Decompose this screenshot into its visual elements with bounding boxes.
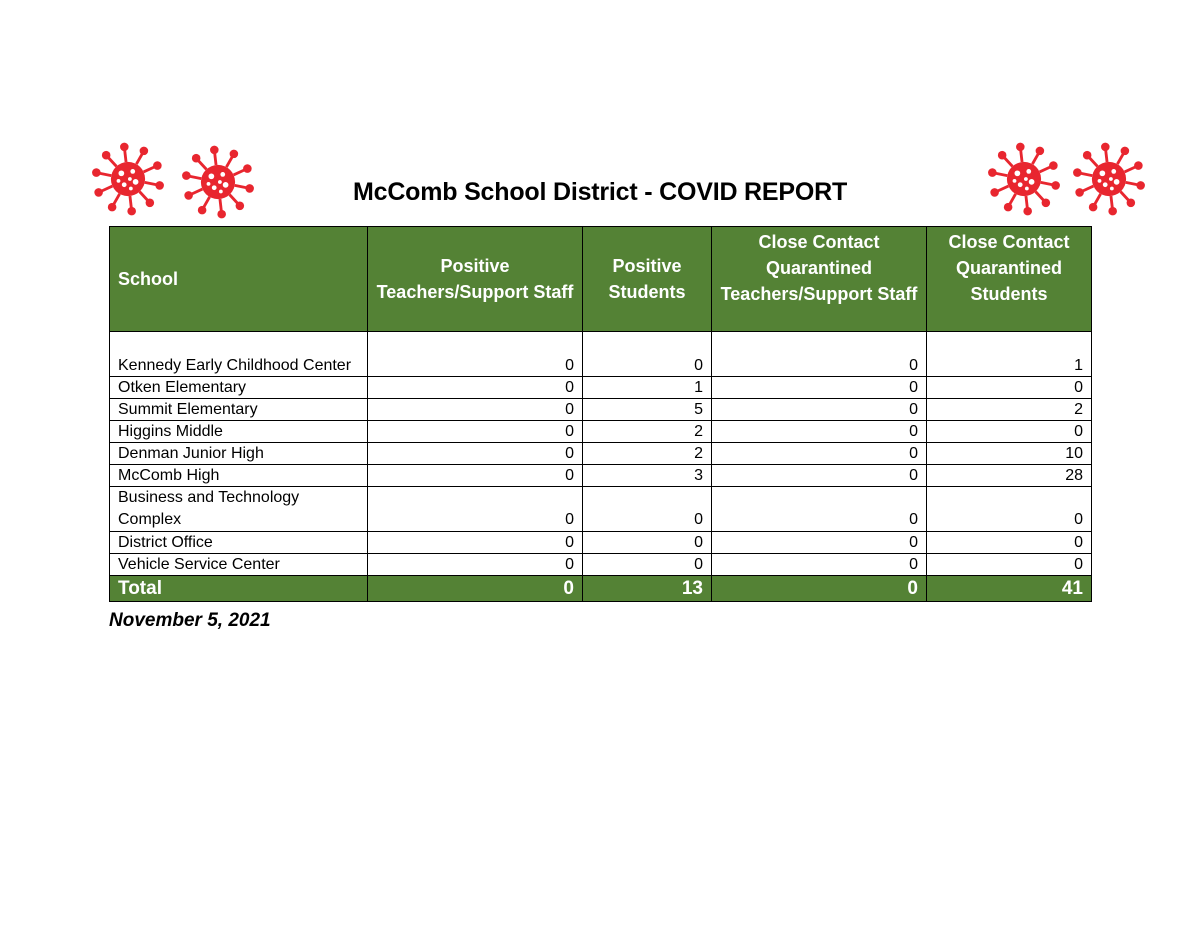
table-row [110, 421, 1092, 443]
quarantined-students-cell: 1 [927, 332, 1092, 377]
school-name-cell: Denman Junior High [110, 443, 368, 465]
positive-staff-cell: 0 [368, 332, 583, 377]
quarantined-staff-cell: 0 [712, 465, 927, 487]
total-positive-students: 13 [583, 576, 712, 602]
header-quarantined-staff: Close Contact Quarantined Teachers/Support Staff [712, 227, 927, 332]
table-row [110, 554, 1092, 576]
quarantined-students-cell: 2 [927, 399, 1092, 421]
header-positive-students: Positive Students [583, 227, 712, 332]
school-name-cell: Vehicle Service Center [110, 554, 368, 576]
header-positive-staff: Positive Teachers/Support Staff [368, 227, 583, 332]
page-title: McComb School District - COVID REPORT [352, 178, 848, 206]
school-name-cell: McComb High [110, 465, 368, 487]
table-row [110, 443, 1092, 465]
total-quarantined-students: 41 [927, 576, 1092, 602]
positive-students-cell: 0 [583, 554, 712, 576]
quarantined-staff-cell: 0 [712, 487, 927, 532]
quarantined-students-cell: 0 [927, 421, 1092, 443]
quarantined-staff-cell: 0 [712, 532, 927, 554]
quarantined-staff-cell: 0 [712, 421, 927, 443]
positive-staff-cell: 0 [368, 421, 583, 443]
positive-staff-cell: 0 [368, 377, 583, 399]
total-label: Total [110, 576, 368, 602]
positive-students-cell: 0 [583, 487, 712, 532]
positive-students-cell: 2 [583, 443, 712, 465]
report-date: November 5, 2021 [109, 610, 271, 631]
positive-staff-cell: 0 [368, 487, 583, 532]
quarantined-students-cell: 28 [927, 465, 1092, 487]
table-row [110, 332, 1092, 377]
quarantined-students-cell: 0 [927, 532, 1092, 554]
positive-staff-cell: 0 [368, 443, 583, 465]
total-row [110, 576, 1092, 602]
header-school: School [110, 227, 368, 332]
quarantined-staff-cell: 0 [712, 377, 927, 399]
positive-staff-cell: 0 [368, 399, 583, 421]
positive-students-cell: 3 [583, 465, 712, 487]
table-row [110, 487, 1092, 532]
positive-students-cell: 5 [583, 399, 712, 421]
positive-students-cell: 0 [583, 332, 712, 377]
quarantined-staff-cell: 0 [712, 332, 927, 377]
positive-students-cell: 0 [583, 532, 712, 554]
school-name-cell: Summit Elementary [110, 399, 368, 421]
quarantined-staff-cell: 0 [712, 399, 927, 421]
positive-students-cell: 1 [583, 377, 712, 399]
school-name-cell: Business and Technology Complex [110, 487, 368, 532]
positive-staff-cell: 0 [368, 465, 583, 487]
quarantined-students-cell: 10 [927, 443, 1092, 465]
school-name-cell: District Office [110, 532, 368, 554]
table-row [110, 377, 1092, 399]
table-row [110, 399, 1092, 421]
quarantined-staff-cell: 0 [712, 443, 927, 465]
header-row [110, 227, 1092, 332]
positive-staff-cell: 0 [368, 532, 583, 554]
school-name-cell: Otken Elementary [110, 377, 368, 399]
covid-report-table [109, 226, 1092, 602]
positive-students-cell: 2 [583, 421, 712, 443]
quarantined-students-cell: 0 [927, 554, 1092, 576]
table-row [110, 532, 1092, 554]
quarantined-staff-cell: 0 [712, 554, 927, 576]
total-quarantined-staff: 0 [712, 576, 927, 602]
quarantined-students-cell: 0 [927, 487, 1092, 532]
quarantined-students-cell: 0 [927, 377, 1092, 399]
school-name-cell: Kennedy Early Childhood Center [110, 332, 368, 377]
school-name-cell: Higgins Middle [110, 421, 368, 443]
positive-staff-cell: 0 [368, 554, 583, 576]
table-row [110, 465, 1092, 487]
total-positive-staff: 0 [368, 576, 583, 602]
header-quarantined-students: Close Contact Quarantined Students [927, 227, 1092, 332]
